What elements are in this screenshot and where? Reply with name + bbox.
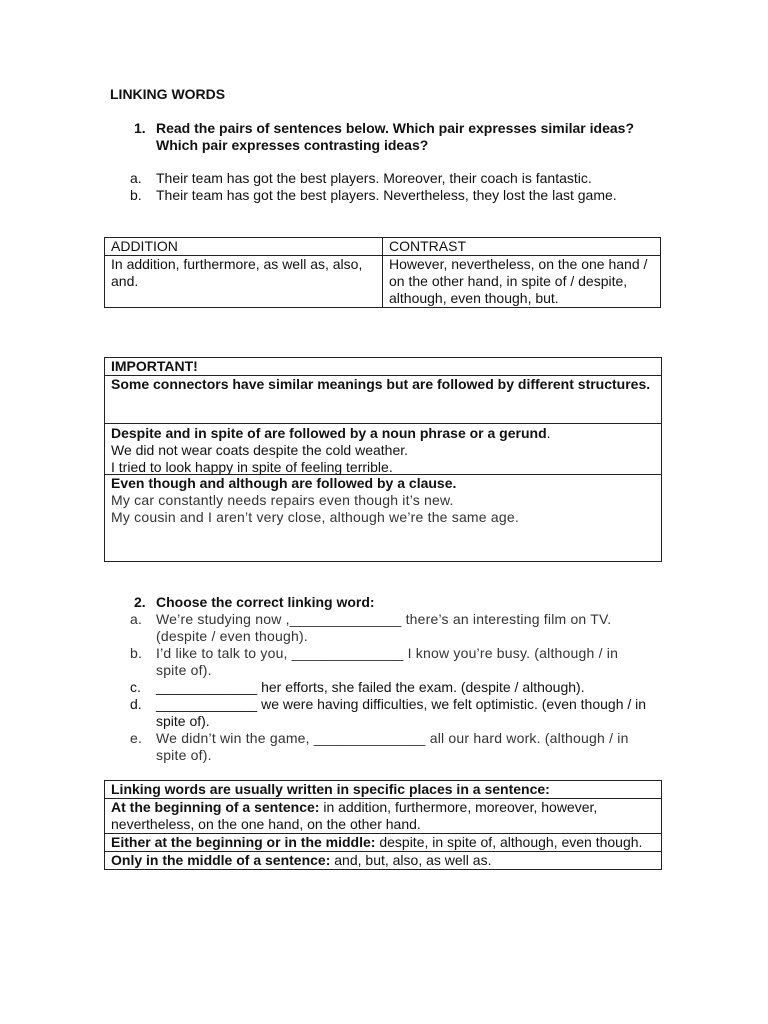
question-2-number: 2. [134,594,146,610]
page-title: LINKING WORDS [110,86,226,102]
question-1 [104,120,644,154]
although-rule: Even though and although are followed by a clause. [111,475,457,491]
positions-row-beginning: At the beginning of a sentence: in addition, furthermore, moreover, however, nevertheless, on the one hand, on the other hand. [105,799,661,834]
item-text: _____________ we were having difficulties, we felt optimistic. (even though / in spite of). [156,696,647,729]
question-2-item-b [130,645,650,679]
question-2 [104,594,644,611]
question-2-item-c [130,679,650,696]
important-box [104,357,662,562]
important-heading: IMPORTANT! [105,358,661,376]
positions-row-middle: Only in the middle of a sentence: and, but, also, as well as. [111,852,492,868]
item-label: a. [130,611,143,627]
question-2-item-d [130,696,650,730]
item-label: b. [130,187,142,203]
although-section [105,475,661,527]
although-example: My cousin and I aren’t very close, although we’re the same age. [111,509,519,525]
item-text: Their team has got the best players. Moreover, their coach is fantastic. [156,170,592,186]
addition-cell: In addition, furthermore, as well as, also, and. [105,256,383,308]
item-label: c. [130,679,141,695]
question-1-number: 1. [134,120,146,136]
item-text: We didn’t win the game, ______________ all our hard work. (although / in spite of). [156,730,629,763]
positions-box [104,780,662,870]
contrast-header: CONTRAST [383,238,661,256]
question-1-item-b [130,187,630,204]
despite-rule: Despite and in spite of are followed by a noun phrase or a gerund. [111,425,551,441]
item-text: We’re studying now ,______________ there’s an interesting film on TV. (despite / even though). [156,611,612,644]
item-label: b. [130,645,143,661]
item-text: Their team has got the best players. Nevertheless, they lost the last game. [156,187,617,203]
despite-section [105,424,661,475]
addition-contrast-table [104,237,661,308]
addition-header: ADDITION [105,238,383,256]
question-2-item-e [130,730,650,764]
positions-row-either: Either at the beginning or in the middle: despite, in spite of, although, even though. [105,834,661,852]
important-intro: Some connectors have similar meanings but are followed by different structures. [105,376,661,424]
question-1-text: Read the pairs of sentences below. Which pair expresses similar ideas? Which pair expresses contrasting ideas? [156,120,634,153]
item-label: e. [130,730,143,746]
although-example: My car constantly needs repairs even though it’s new. [111,492,454,508]
question-2-text: Choose the correct linking word: [156,594,375,610]
item-text: I’d like to talk to you, ______________ I know you’re busy. (although / in spite of). [156,645,619,678]
contrast-cell: However, nevertheless, on the one hand / on the other hand, in spite of / despite, although, even though, but. [383,256,661,308]
item-text: _____________ her efforts, she failed the exam. (despite / although). [156,679,585,695]
despite-example: We did not wear coats despite the cold weather. [111,442,409,458]
despite-example: I tried to look happy in spite of feeling terrible. [111,459,393,475]
question-1-item-a [130,170,650,187]
positions-heading: Linking words are usually written in specific places in a sentence: [105,781,661,799]
item-label: a. [130,170,142,186]
item-label: d. [130,696,142,712]
question-2-item-a [130,611,650,645]
